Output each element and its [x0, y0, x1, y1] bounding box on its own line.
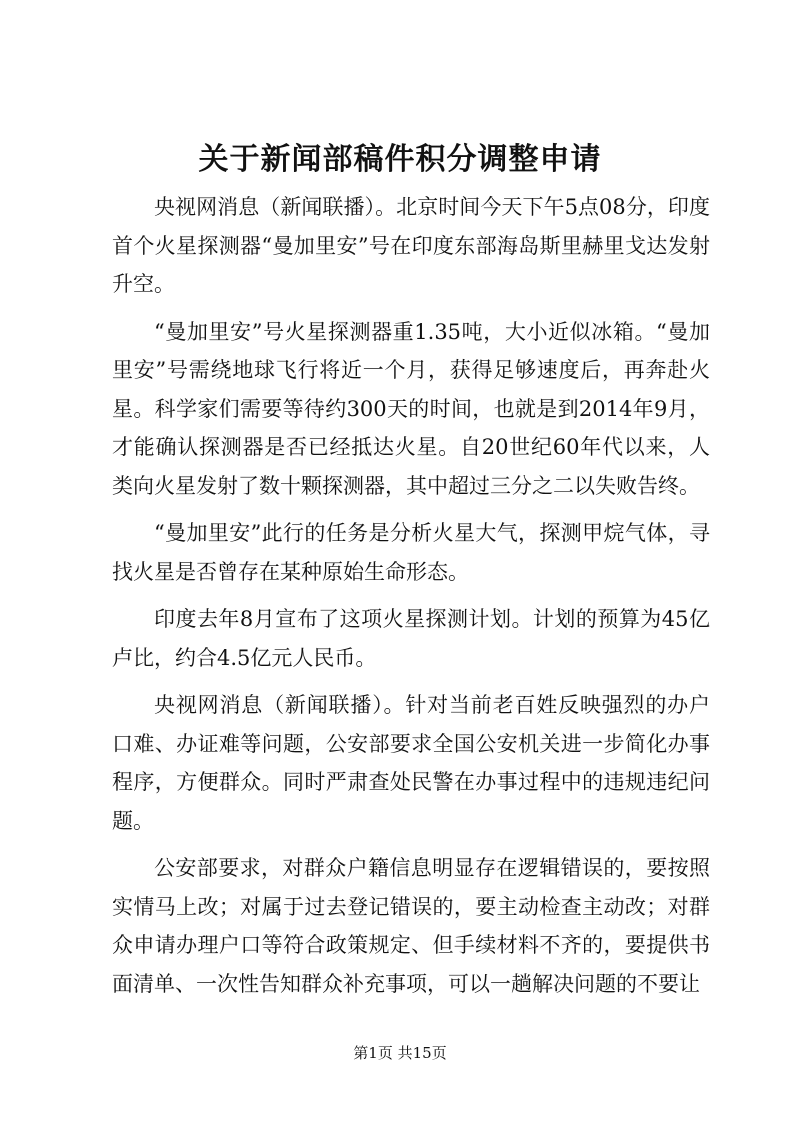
document-body	[112, 188, 710, 1012]
page-number-footer: 第1页 共15页	[353, 1044, 447, 1062]
paragraph-3: “曼加里安”此行的任务是分析火星大气，探测甲烷气体，寻找火星是否曾存在某种原始生命形态。	[112, 521, 710, 584]
document-title: 关于新闻部稿件积分调整申请	[198, 142, 602, 177]
paragraph-2: “曼加里安”号火星探测器重1.35吨，大小近似冰箱。“曼加里安”号需绕地球飞行将近一个月，获得足够速度后，再奔赴火星。科学家们需要等待约300天的时间，也就是到2014年9月，才能确认探测器是否已经抵达火星。自20世纪60年代以来，人类向火星发射了数十颗探测器，其中超过三分之二以失败告终。	[112, 319, 710, 498]
paragraph-5: 央视网消息（新闻联播）。针对当前老百姓反映强烈的办户口难、办证难等问题，公安部要求全国公安机关进一步简化办事程序，方便群众。同时严肃查处民警在办事过程中的违规违纪问题。	[112, 693, 710, 833]
paragraph-4: 印度去年8月宣布了这项火星探测计划。计划的预算为45亿卢比，约合4.5亿元人民币。	[112, 607, 710, 670]
paragraph-6: 公安部要求，对群众户籍信息明显存在逻辑错误的，要按照实情马上改；对属于过去登记错误的，要主动检查主动改；对群众申请办理户口等符合政策规定、但手续材料不齐的，要提供书面清单、一次性告知群众补充事项，可以一趟解决问题的不要让	[112, 856, 710, 996]
paragraph-1: 央视网消息（新闻联播）。北京时间今天下午5点08分，印度首个火星探测器“曼加里安”号在印度东部海岛斯里赫里戈达发射升空。	[112, 195, 710, 296]
